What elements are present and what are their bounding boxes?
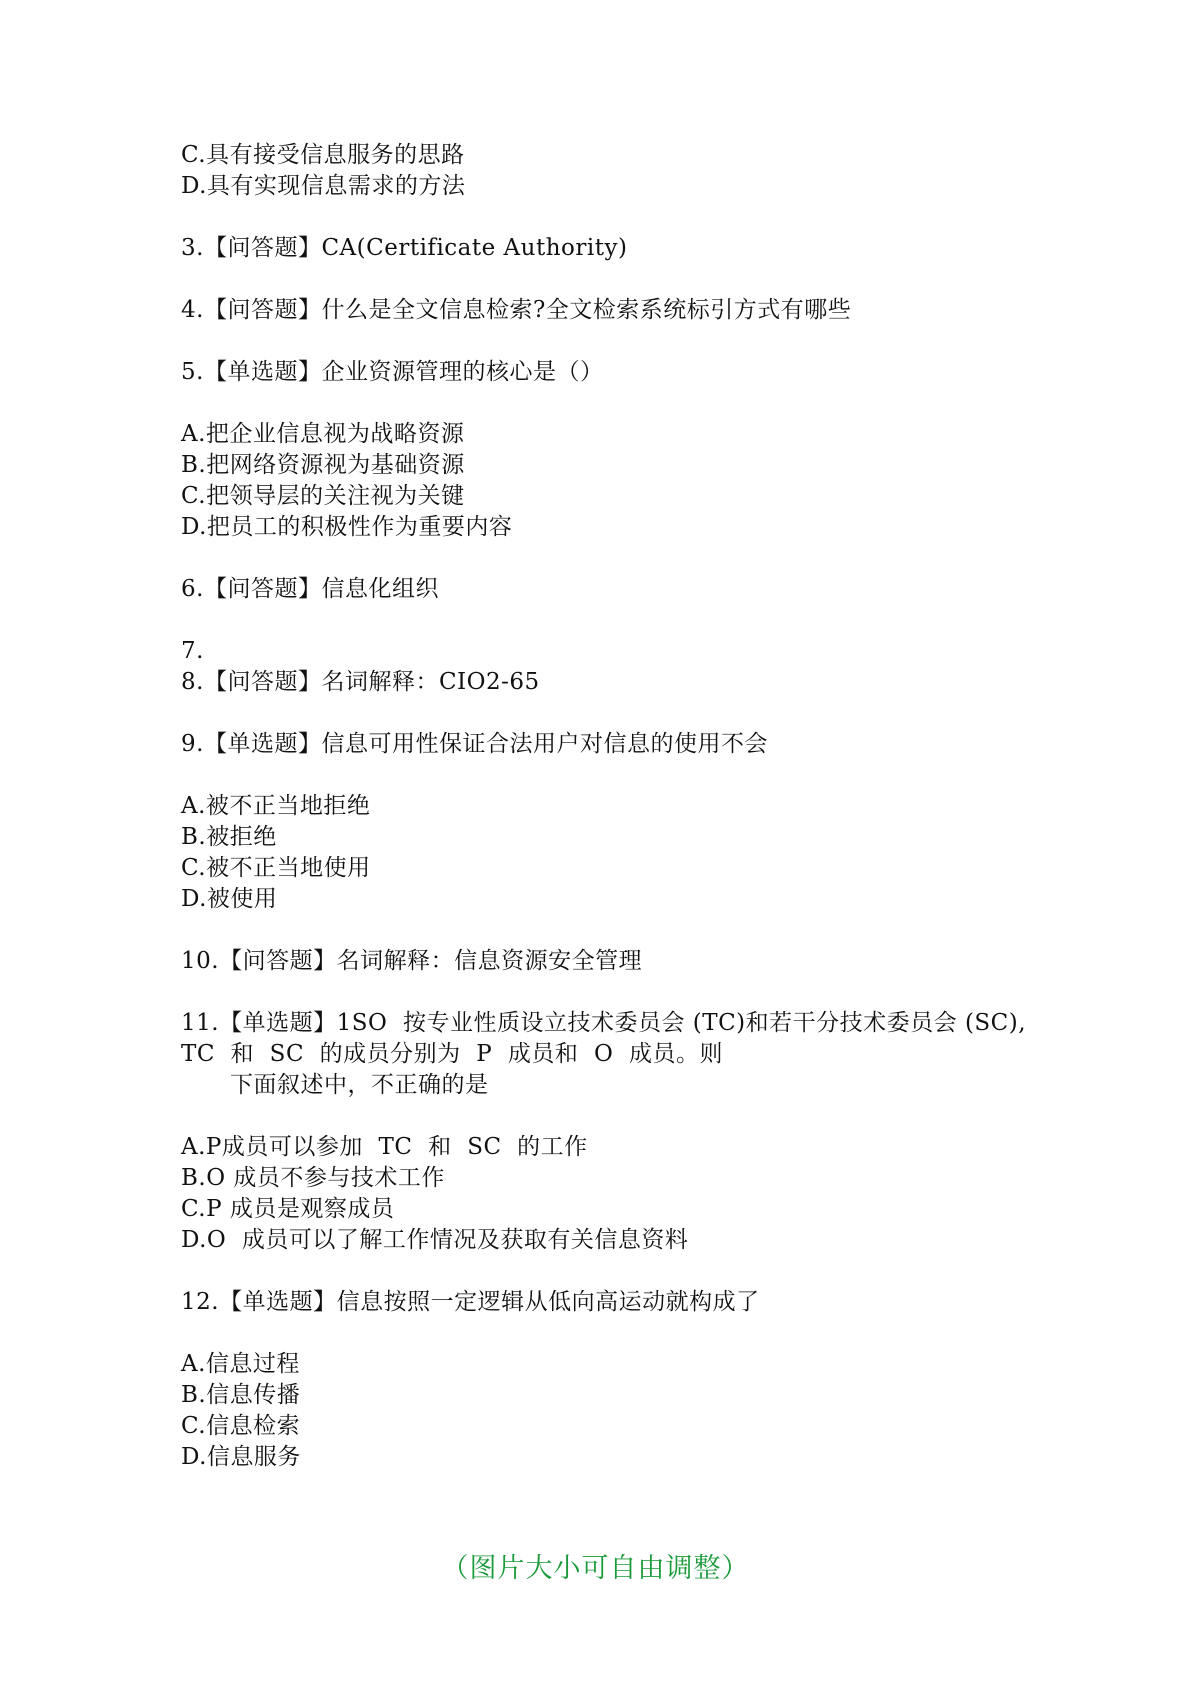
blank-spacer bbox=[181, 760, 1041, 791]
blank-spacer bbox=[181, 202, 1041, 233]
blank-spacer bbox=[181, 977, 1041, 1008]
blank-spacer bbox=[181, 915, 1041, 946]
question-text-line: 5.【单选题】企业资源管理的核心是（） bbox=[181, 359, 604, 385]
question-text-line: B.被拒绝 bbox=[181, 824, 277, 850]
blank-spacer bbox=[181, 698, 1041, 729]
question-text-line: B.信息传播 bbox=[181, 1382, 301, 1408]
question-text-line: 6.【问答题】信息化组织 bbox=[181, 576, 439, 602]
question-text-line: 10.【问答题】名词解释：信息资源安全管理 bbox=[181, 948, 643, 974]
question-text-line: TC 和 SC 的成员分别为 P 成员和 O 成员。则 bbox=[181, 1041, 723, 1067]
question-text-line: 12.【单选题】信息按照一定逻辑从低向高运动就构成了 bbox=[181, 1289, 760, 1315]
blank-spacer bbox=[181, 264, 1041, 295]
image-resize-note: （图片大小可自由调整） bbox=[441, 1553, 750, 1584]
question-text-line: 11.【单选题】1SO 按专业性质设立技术委员会 (TC)和若干分技术委员会 (SC), bbox=[181, 1010, 1027, 1036]
blank-spacer bbox=[181, 543, 1041, 574]
question-text-line: C.把领导层的关注视为关键 bbox=[181, 483, 465, 509]
question-text-line: 7. bbox=[181, 638, 204, 664]
question-text-line: A.把企业信息视为战略资源 bbox=[181, 421, 465, 447]
question-text-line: A.被不正当地拒绝 bbox=[181, 793, 371, 819]
blank-spacer bbox=[181, 1318, 1041, 1349]
question-text-line: B.O 成员不参与技术工作 bbox=[181, 1165, 445, 1191]
question-text-line: 9.【单选题】信息可用性保证合法用户对信息的使用不会 bbox=[181, 731, 768, 757]
blank-spacer bbox=[181, 326, 1041, 357]
question-text-line: D.被使用 bbox=[181, 886, 278, 912]
question-text-line: D.具有实现信息需求的方法 bbox=[181, 173, 466, 199]
question-text-line: C.P 成员是观察成员 bbox=[181, 1196, 395, 1222]
question-text-line: D.信息服务 bbox=[181, 1444, 301, 1470]
blank-spacer bbox=[181, 388, 1041, 419]
blank-spacer bbox=[181, 605, 1041, 636]
question-text-line: D.把员工的积极性作为重要内容 bbox=[181, 514, 513, 540]
question-text-line: 3.【问答题】CA(Certificate Authority) bbox=[181, 235, 628, 261]
question-text-line: D.O 成员可以了解工作情况及获取有关信息资料 bbox=[181, 1227, 689, 1253]
question-text-line: C.具有接受信息服务的思路 bbox=[181, 142, 465, 168]
question-text-line: 下面叙述中，不正确的是 bbox=[230, 1072, 489, 1098]
question-text-line: 4.【问答题】什么是全文信息检索?全文检索系统标引方式有哪些 bbox=[181, 297, 852, 323]
question-text-line: A.信息过程 bbox=[181, 1351, 300, 1377]
question-list bbox=[181, 140, 1041, 1473]
question-text-line: C.被不正当地使用 bbox=[181, 855, 371, 881]
blank-spacer bbox=[181, 1101, 1041, 1132]
blank-spacer bbox=[181, 1256, 1041, 1287]
question-text-line: B.把网络资源视为基础资源 bbox=[181, 452, 465, 478]
question-text-line: C.信息检索 bbox=[181, 1413, 301, 1439]
question-text-line: 8.【问答题】名词解释：CIO2-65 bbox=[181, 669, 540, 695]
question-text-line: A.P成员可以参加 TC 和 SC 的工作 bbox=[181, 1134, 588, 1160]
